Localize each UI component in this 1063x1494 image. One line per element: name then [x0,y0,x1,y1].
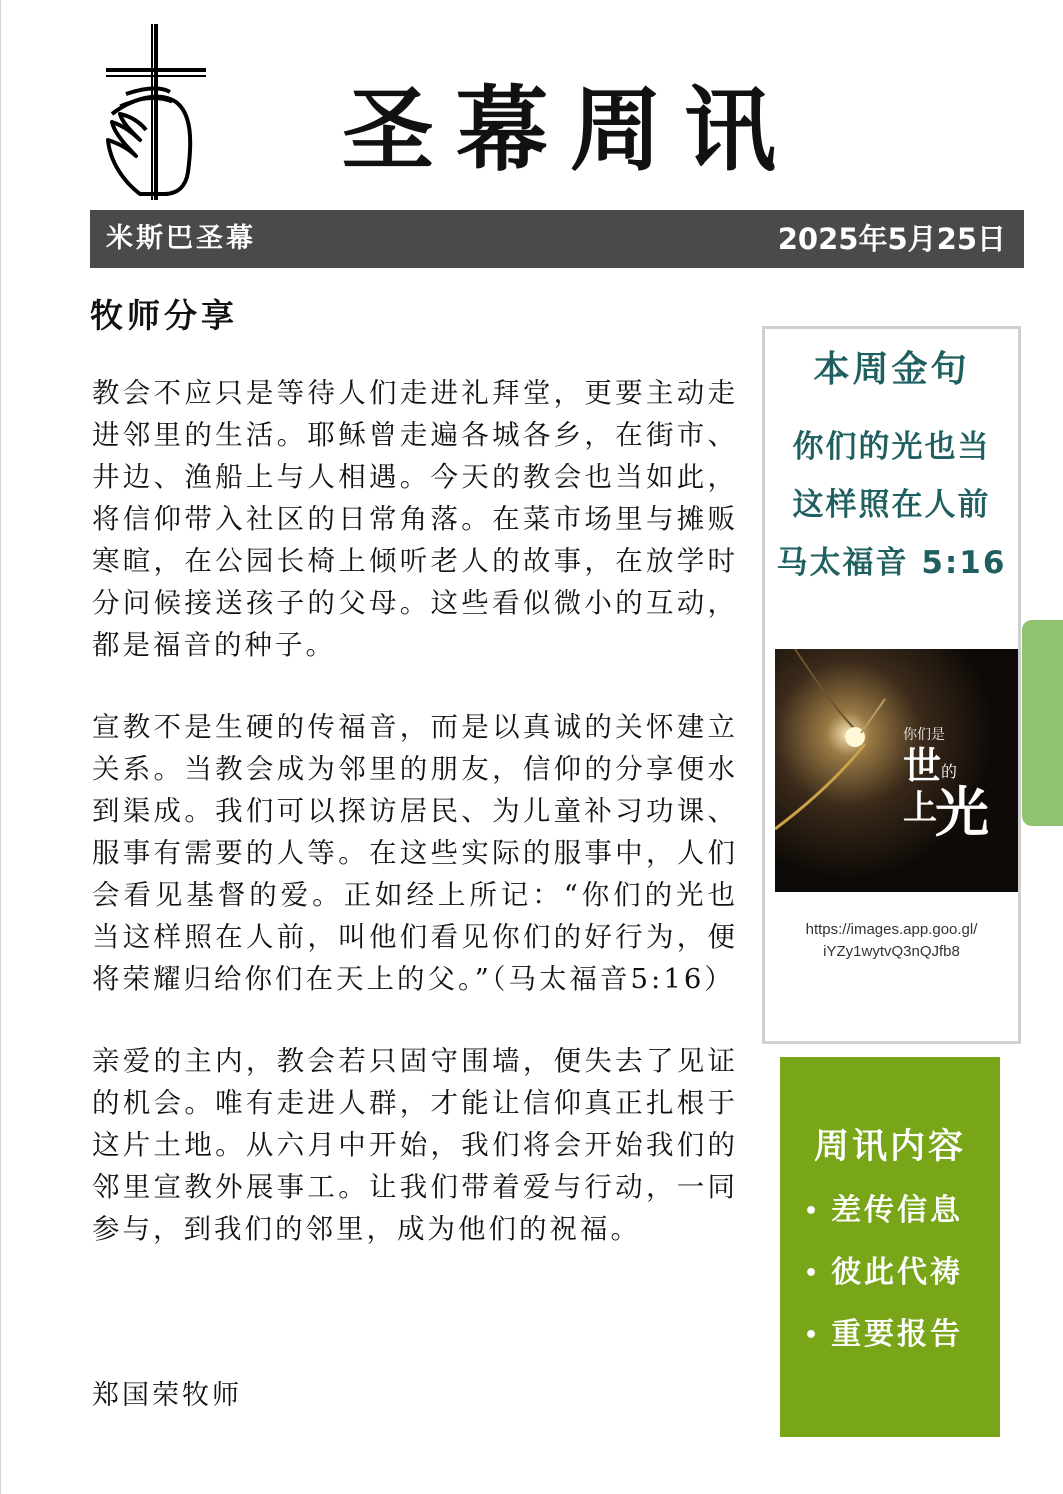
verse-heading: 本周金句 [813,349,970,390]
poster-char: 光 [935,780,989,844]
contents-title: 周讯内容 [813,1127,966,1167]
bullet-icon: • [804,1199,822,1224]
poster-small-text: 你们是 [903,727,945,743]
pastor-signature: 郑国荣牧师 [92,1380,242,1411]
image-source-url [765,919,1018,963]
header-banner [90,210,1024,268]
url-line: iYZy1wytvQ3nQJfb8 [823,943,960,960]
poster-char: 世 [903,743,942,788]
article-heading: 牧师分享 [90,296,238,335]
light-of-world-poster-image [775,649,1018,892]
contents-item [804,1247,963,1291]
article-paragraph: 宣教不是生硬的传福音，而是以真诚的关怀建立关系。当教会成为邻里的朋友，信仰的分享便水到渠成。我们可以探访居民、为儿童补习功课、服事有需要的人等。在这些实际的服事中，人们会看见基督的爱。正如经上所记：“你们的光也当这样照在人前，叫他们看见你们的好行为，便将荣耀归给你们在天上的父。”（马太福音5:16） [92,711,738,995]
contents-item-label: 彼此代祷 [831,1255,964,1290]
contents-item [804,1185,963,1229]
side-tab [1022,620,1063,826]
contents-item-label: 重要报告 [831,1317,964,1352]
issue-date: 2025年5月25日 [777,222,1006,256]
article-body [92,372,738,1290]
newsletter-title: 圣幕周讯 [341,76,798,184]
verse-reference: 马太福音 5:16 [776,545,1007,581]
bullet-icon: • [804,1261,822,1286]
contents-item-label: 差传信息 [831,1193,964,1228]
article-paragraph: 亲爱的主内，教会若只固守围墙，便失去了见证的机会。唯有走进人群，才能让信仰真正扎根于这片土地。从六月中开始，我们将会开始我们的邻里宣教外展事工。让我们带着爱与行动，一同参与，到我们的邻里，成为他们的祝福。 [92,1045,738,1245]
article-paragraph: 教会不应只是等待人们走进礼拜堂，更要主动走进邻里的生活。耶稣曾走遍各城各乡，在街市、井边、渔船上与人相遇。今天的教会也当如此，将信仰带入社区的日常角落。在菜市场里与摊贩寒暄，在公园长椅上倾听老人的故事，在放学时分问候接送孩子的父母。这些看似微小的互动，都是福音的种子。 [92,377,738,661]
poster-char: 的 [941,762,958,781]
verse-line: 这样照在人前 [792,487,991,523]
weekly-verse-box [762,326,1021,1044]
contents-item [804,1309,963,1353]
poster-char: 上 [903,788,937,828]
church-name: 米斯巴圣幕 [106,223,256,254]
bullet-icon: • [804,1323,822,1348]
contents-box [780,1057,1000,1437]
cross-hand-logo-icon [100,22,212,202]
url-line: https://images.app.goo.gl/ [805,921,978,938]
verse-line: 你们的光也当 [792,429,991,465]
